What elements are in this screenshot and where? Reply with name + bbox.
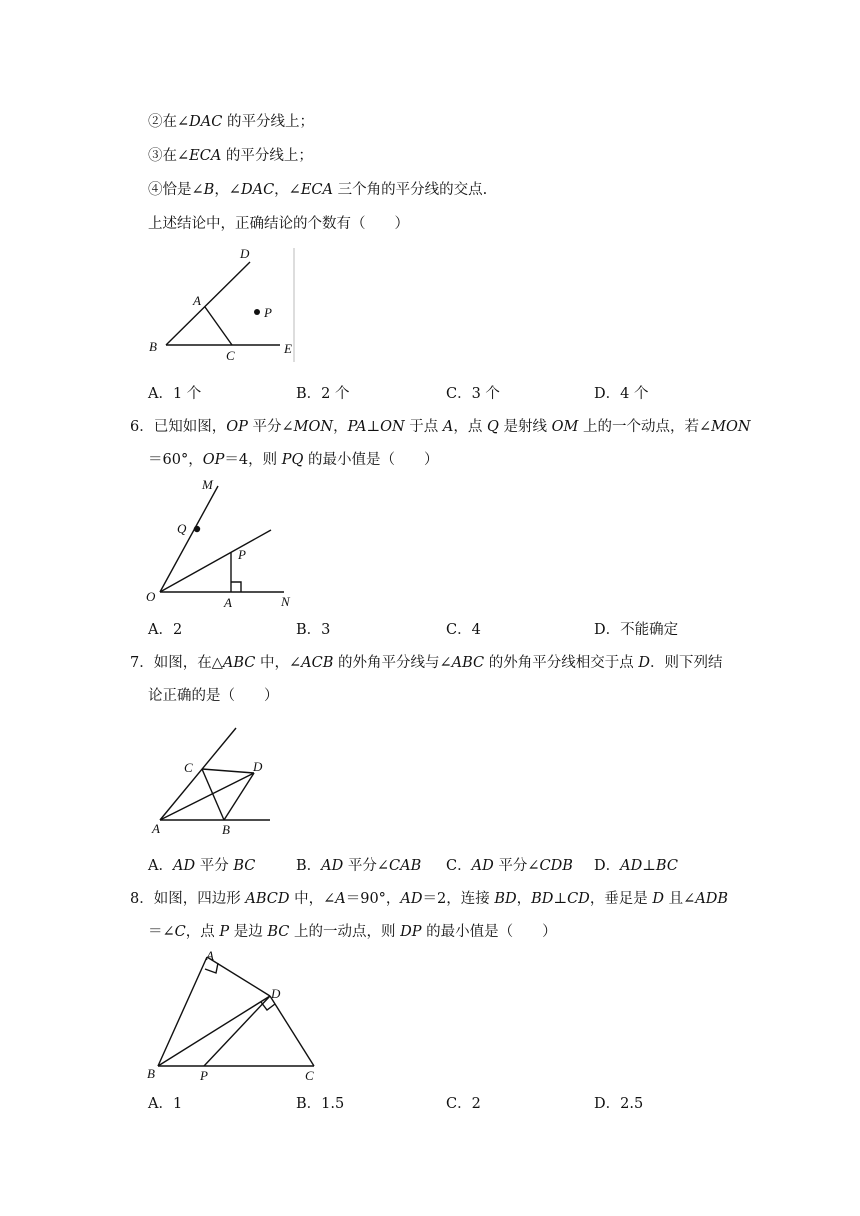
q5-option-a: A．1 个 — [148, 386, 202, 402]
q5-option-d: D．4 个 — [594, 386, 649, 402]
q7-option-d: D．AD⊥BC — [594, 858, 678, 874]
q6-line-2: ＝60°，OP＝4，则 PQ 的最小值是（ ） — [148, 452, 439, 468]
q5-option-b: B．2 个 — [296, 386, 350, 402]
q8-line-2: ＝∠C，点 P 是边 BC 上的一动点，则 DP 的最小值是（ ） — [148, 924, 557, 940]
ray-BD — [166, 262, 250, 345]
q7-option-a: A．AD 平分 BC — [148, 858, 256, 874]
point-P — [254, 309, 260, 315]
q5-figure — [140, 244, 300, 369]
label-A: A — [224, 595, 232, 610]
label-P: P — [264, 305, 272, 320]
segment-CB — [202, 769, 224, 820]
q7-option-b: B．AD 平分∠CAB — [296, 858, 422, 874]
label-B: B — [222, 822, 230, 837]
q5-statement-2: ②在∠DAC 的平分线上； — [148, 114, 314, 130]
label-N: N — [281, 594, 290, 609]
q7-line-1: 7．如图，在△ABC 中，∠ACB 的外角平分线与∠ABC 的外角平分线相交于点 D．则下列结 — [130, 655, 723, 671]
q8-option-b: B．1.5 — [296, 1096, 345, 1112]
segment-CD — [202, 769, 254, 773]
q6-option-b: B．3 — [296, 622, 331, 638]
q8-option-a: A．1 — [148, 1096, 183, 1112]
label-D: D — [253, 759, 263, 774]
label-B: B — [147, 1066, 155, 1081]
label-A: A — [193, 293, 201, 308]
q6-figure — [140, 474, 310, 614]
q7-figure — [140, 724, 290, 844]
q6-line-1: 6．已知如图，OP 平分∠MON，PA⊥ON 于点 A，点 Q 是射线 OM 上的一个动点，若∠MON — [130, 419, 751, 435]
right-angle-mark-a — [205, 963, 218, 973]
point-Q — [194, 526, 200, 532]
q5-statement-4: ④恰是∠B，∠DAC，∠ECA 三个角的平分线的交点. — [148, 182, 488, 198]
label-Q: Q — [177, 521, 187, 536]
q7-line-2: 论正确的是（ ） — [148, 688, 279, 704]
q5-question: 上述结论中，正确结论的个数有（ ） — [148, 216, 409, 232]
label-D: D — [271, 986, 281, 1001]
q5-statement-3: ③在∠ECA 的平分线上； — [148, 148, 313, 164]
q7-option-c: C．AD 平分∠CDB — [446, 858, 573, 874]
q8-option-d: D．2.5 — [594, 1096, 644, 1112]
label-P: P — [238, 547, 246, 562]
segment-DC — [270, 996, 314, 1066]
q6-option-d: D．不能确定 — [594, 622, 679, 638]
right-angle-mark — [231, 582, 241, 592]
segment-AD — [207, 957, 270, 996]
label-A: A — [152, 821, 160, 836]
label-C: C — [184, 760, 193, 775]
q5-option-c: C．3 个 — [446, 386, 500, 402]
label-C: C — [305, 1068, 314, 1083]
label-A: A — [206, 948, 214, 963]
segment-AB — [158, 957, 207, 1066]
segment-AC — [205, 307, 232, 345]
label-M: M — [202, 477, 213, 492]
label-P: P — [200, 1068, 208, 1083]
label-C: C — [226, 348, 235, 363]
label-D: D — [240, 246, 250, 261]
q8-figure — [140, 950, 330, 1086]
q8-line-1: 8．如图，四边形 ABCD 中，∠A＝90°，AD＝2，连接 BD，BD⊥CD，垂足是 D 且∠ADB — [130, 891, 729, 907]
label-E: E — [284, 341, 292, 356]
q6-option-c: C．4 — [446, 622, 481, 638]
label-B: B — [149, 339, 157, 354]
q6-option-a: A．2 — [148, 622, 183, 638]
label-O: O — [146, 589, 156, 604]
ray-AC — [160, 728, 236, 820]
q8-option-c: C．2 — [446, 1096, 481, 1112]
